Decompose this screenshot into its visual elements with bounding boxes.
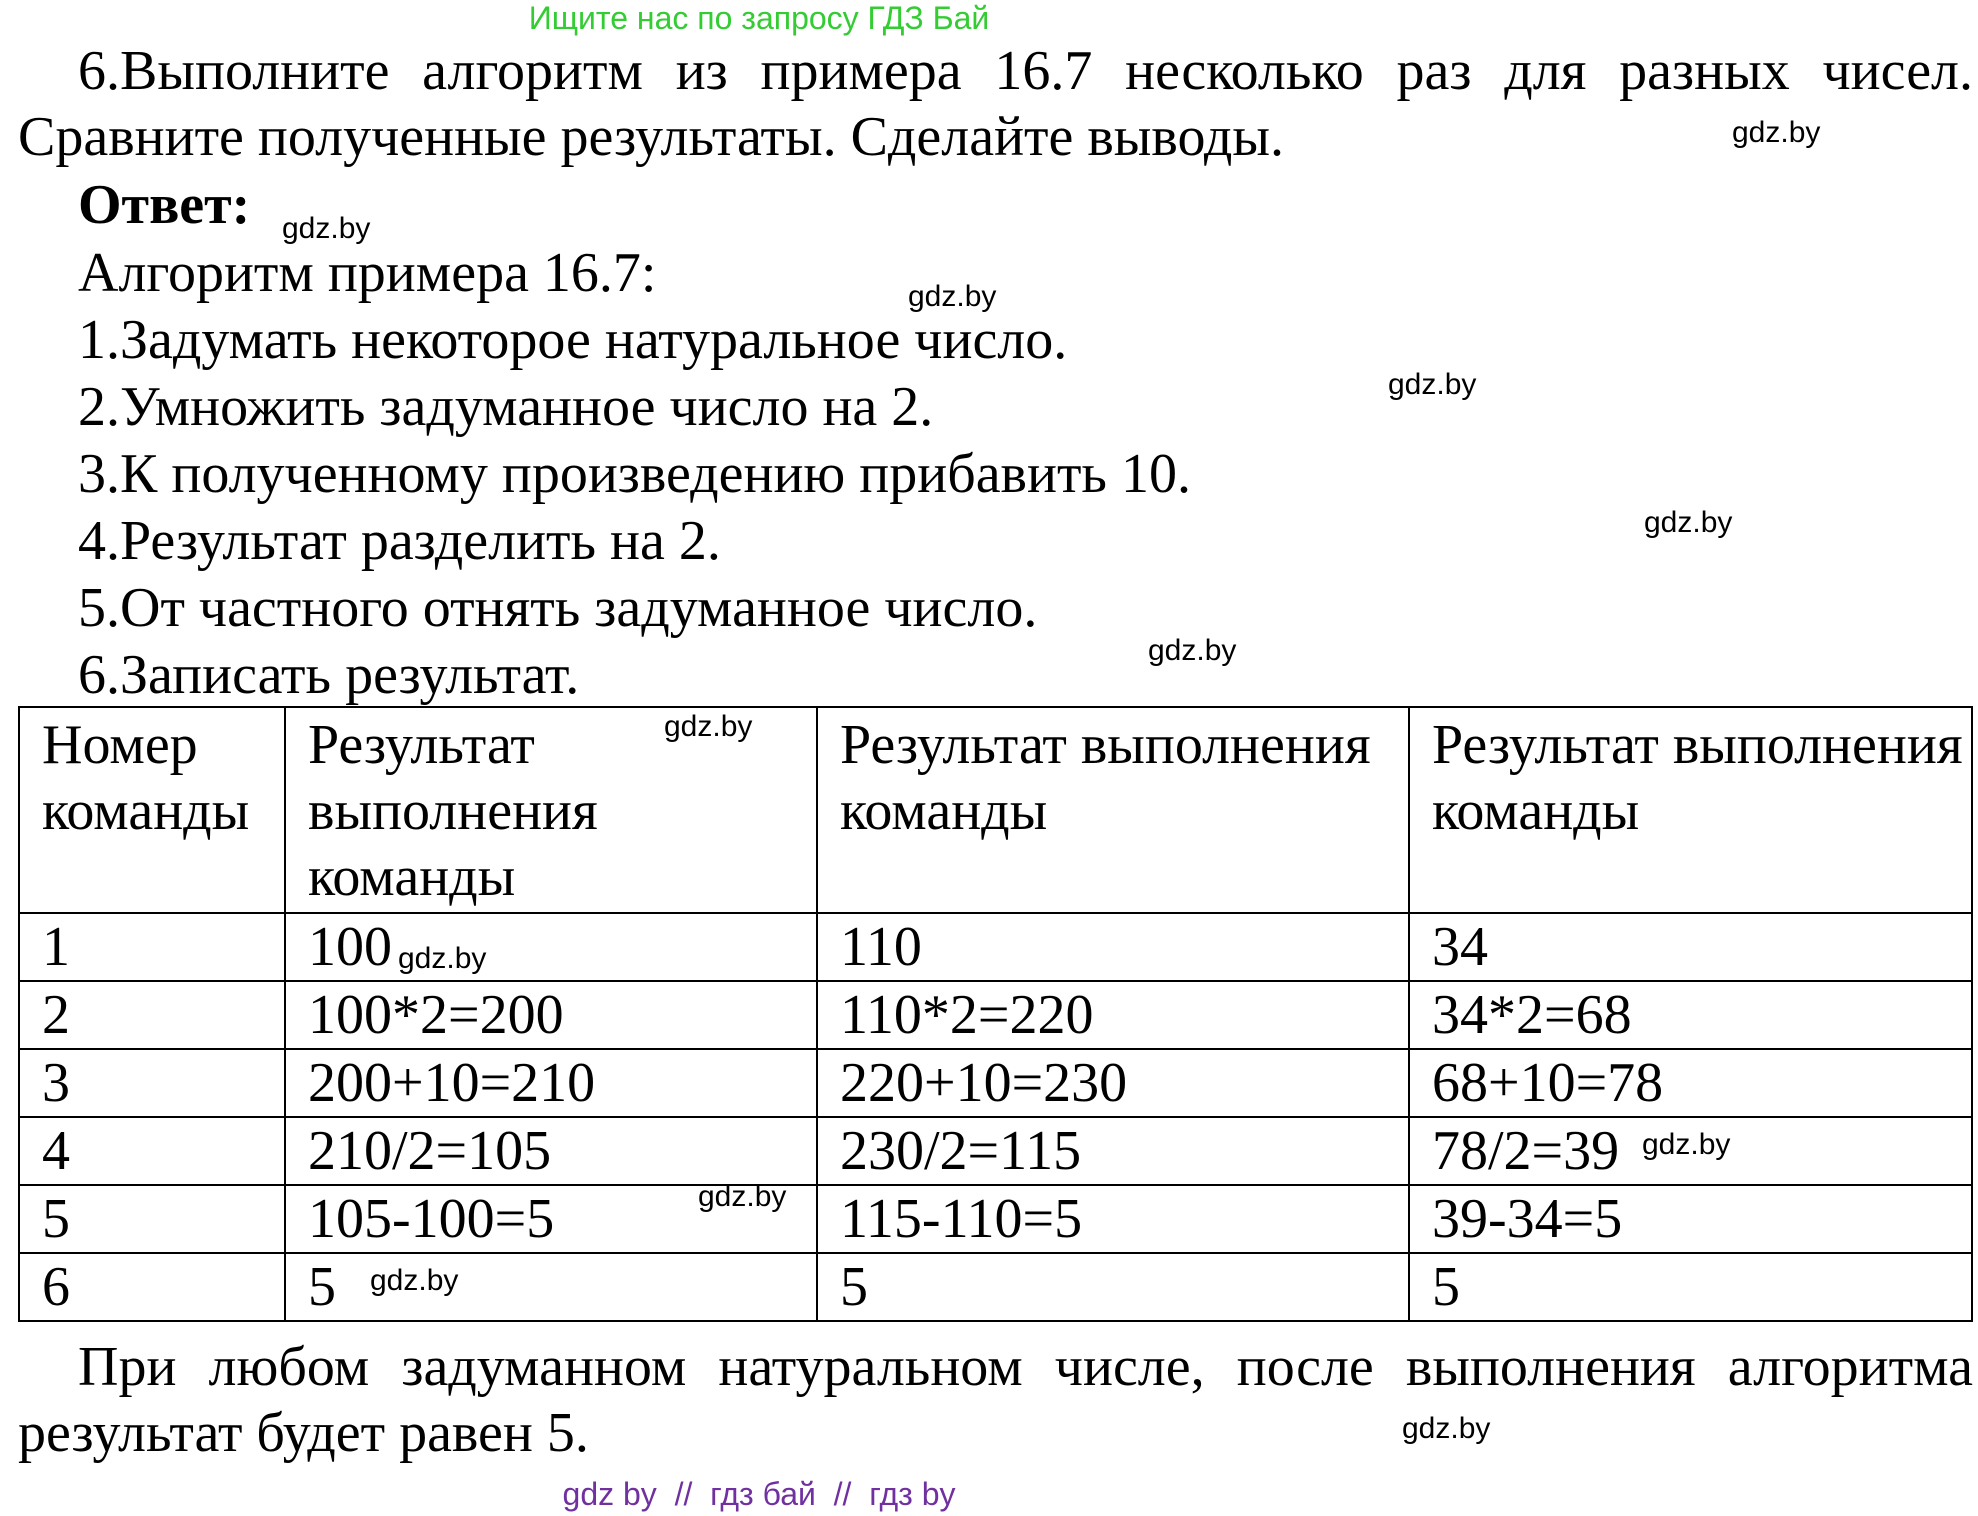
watermark: gdz.by	[1402, 1412, 1491, 1445]
conclusion	[18, 1334, 1973, 1466]
table-cell: 200+10=210	[285, 1049, 817, 1117]
table-cell: 5	[817, 1253, 1409, 1321]
table-cell: 5	[19, 1185, 285, 1253]
results-table	[18, 706, 1973, 1322]
task-line-1: 6.Выполните алгоритм из примера 16.7 несколько раз для разных чисел.	[78, 40, 1973, 102]
algorithm-step-1: 1.Задумать некоторое натуральное число.	[78, 309, 1068, 371]
table-cell: 3	[19, 1049, 285, 1117]
table-cell: 110	[817, 913, 1409, 981]
table-cell: 4	[19, 1117, 285, 1185]
table-cell: 230/2=115	[817, 1117, 1409, 1185]
table-cell: 110*2=220	[817, 981, 1409, 1049]
algorithm-step-4: 4.Результат разделить на 2.	[78, 510, 721, 572]
table-cell: 39-34=5	[1409, 1185, 1972, 1253]
watermark: gdz.by	[1148, 634, 1237, 667]
table-row	[19, 913, 1972, 981]
watermark: gdz.by	[1732, 116, 1821, 149]
algorithm-step-3: 3.К полученному произведению прибавить 10.	[78, 443, 1191, 505]
watermark: gdz.by	[370, 1264, 459, 1297]
watermark: gdz.by	[1642, 1128, 1731, 1161]
table-cell: 100*2=200	[285, 981, 817, 1049]
table-cell: 68+10=78	[1409, 1049, 1972, 1117]
table-row	[19, 1185, 1972, 1253]
watermark: gdz.by	[1644, 506, 1733, 539]
table-cell: 2	[19, 981, 285, 1049]
table-cell: 105-100=5	[285, 1185, 817, 1253]
watermark: gdz.by	[664, 710, 753, 743]
task-statement	[18, 38, 1973, 170]
watermark: gdz.by	[698, 1180, 787, 1213]
table-cell: 115-110=5	[817, 1185, 1409, 1253]
algorithm-step-2: 2.Умножить задуманное число на 2.	[78, 376, 934, 438]
watermark: gdz.by	[398, 942, 487, 975]
algorithm-step-6: 6.Записать результат.	[78, 644, 580, 706]
answer-label: Ответ:	[78, 174, 251, 236]
table-cell: 5	[285, 1253, 817, 1321]
table-cell: 34*2=68	[1409, 981, 1972, 1049]
table-cell: 1	[19, 913, 285, 981]
table-header-row	[19, 707, 1972, 913]
table-cell: 100	[285, 913, 817, 981]
table-row	[19, 1049, 1972, 1117]
watermark: gdz.by	[1388, 368, 1477, 401]
header-cell-number: Номер команды	[19, 707, 285, 913]
task-line-2: Сравните полученные результаты. Сделайте выводы.	[18, 106, 1284, 168]
table-cell: 5	[1409, 1253, 1972, 1321]
watermark: gdz.by	[908, 280, 997, 313]
table-row	[19, 1253, 1972, 1321]
conclusion-text: При любом задуманном натуральном числе, после выполнения алгоритма результат будет равен 5.	[18, 1336, 1973, 1464]
header-cell-result-1: Результат выполнения команды	[285, 707, 817, 913]
table-cell: 34	[1409, 913, 1972, 981]
table-cell: 220+10=230	[817, 1049, 1409, 1117]
table-row	[19, 981, 1972, 1049]
watermark: gdz.by	[282, 212, 371, 245]
algorithm-step-5: 5.От частного отнять задуманное число.	[78, 577, 1038, 639]
header-cell-result-3: Результат выполнения команды	[1409, 707, 1972, 913]
footer-links: gdz by // гдз бай // гдз by	[562, 1476, 956, 1512]
table-cell: 78/2=39	[1409, 1117, 1972, 1185]
table-cell: 210/2=105	[285, 1117, 817, 1185]
algorithm-title: Алгоритм примера 16.7:	[78, 242, 657, 304]
header-banner: Ищите нас по запросу ГДЗ Бай	[528, 0, 990, 36]
table-cell: 6	[19, 1253, 285, 1321]
header-cell-result-2: Результат выполнения команды	[817, 707, 1409, 913]
